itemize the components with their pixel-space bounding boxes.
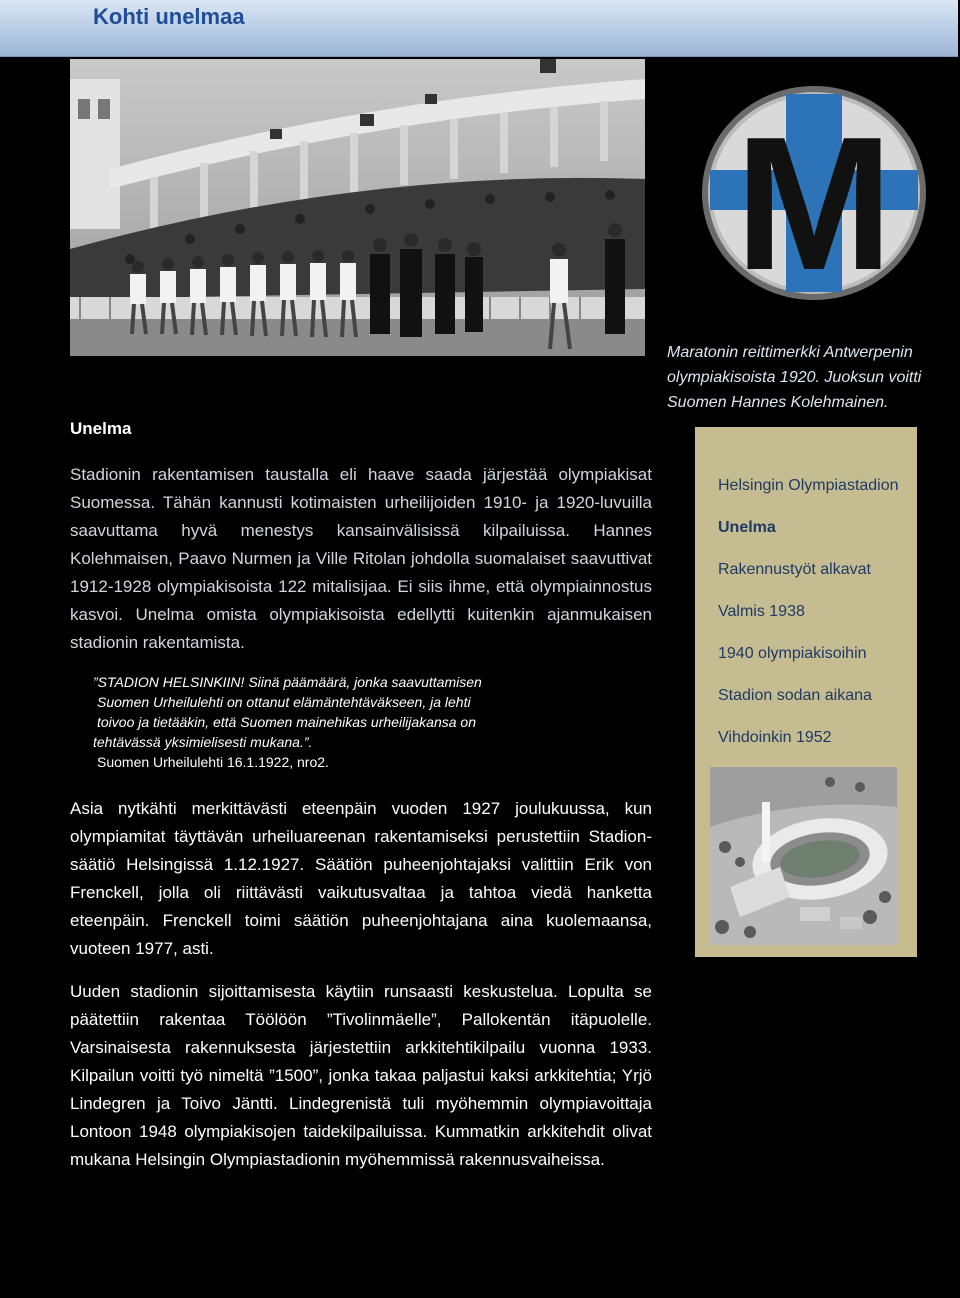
emblem-caption (667, 340, 947, 415)
stadium-aerial-photo (710, 767, 897, 945)
section-heading: Unelma (70, 419, 132, 438)
quote-line: tehtävässä yksimielisesti mukana.”. (93, 734, 313, 750)
quote-line: Suomen Urheilulehti on ottanut elämäntehtäväkseen, ja lehti (97, 694, 471, 710)
stadium-aerial-illustration (710, 767, 897, 945)
parade-photo-illustration (70, 59, 645, 356)
parade-photo (70, 59, 645, 356)
caption-line: olympiakisoista 1920. Juoksun voitti (667, 369, 922, 386)
marathon-route-marker-icon (700, 84, 928, 302)
quote-source: Suomen Urheilulehti 16.1.1922, nro2. (97, 754, 329, 770)
marathon-route-marker-emblem (700, 84, 928, 302)
page-title: Kohti unelmaa (93, 4, 245, 29)
timeline-sidebar (695, 427, 917, 957)
quote-line: toivoo ja tietääkin, että Suomen mainehikas urheilijakansa on (97, 714, 477, 730)
paragraph-intro: Stadionin rakentamisen taustalla eli haave saada järjestää olympiakisat Suomessa. Tähän kannusti kotimaisten urheilijoiden 1910- ja 1920-luvuilla saavuttama hyvä menestys kansainvälisissä kilpailuissa. Hannes Kolehmaisen, Paavo Nurmen ja Ville Ritolan johdolla suomalaiset saavuttivat 1912-1928 olympiakisoista 122 mitalisijaa. Ei siis ihme, että olympiainnostus kasvoi. Unelma omista olympiakisoista edellytti kuitenkin ajanmukaisen stadionin rakentamista. (70, 465, 652, 652)
newspaper-quote (93, 672, 533, 772)
timeline-item-wartime[interactable]: Stadion sodan aikana (718, 687, 872, 704)
timeline-item-construction[interactable]: Rakennustyöt alkavat (718, 561, 871, 578)
timeline-item-1940-games[interactable]: 1940 olympiakisoihin (718, 645, 867, 662)
emblem-letter: M (734, 98, 894, 302)
caption-line: Suomen Hannes Kolehmainen. (667, 394, 889, 411)
timeline-item-1952[interactable]: Vihdoinkin 1952 (718, 729, 832, 746)
timeline-item-stadium[interactable]: Helsingin Olympiastadion (718, 477, 899, 494)
paragraph-foundation: Asia nytkähti merkittävästi eteenpäin vuoden 1927 joulukuussa, kun olympiamitat täyttävän urheiluareenan rakentamiseksi perustettiin Stadion-säätiö Helsingissä 1.12.1927. Säätiön puheenjohtajaksi valittiin Erik von Frenckell, jolla oli riittävästi vaikutusvaltaa ja tahtoa viedä hanketta eteenpäin. Frenckell toimi säätiön puheenjohtajana aina kuolemaansa, vuoteen 1977, asti. (70, 799, 652, 958)
timeline-item-ready-1938[interactable]: Valmis 1938 (718, 603, 805, 620)
paragraph-architecture: Uuden stadionin sijoittamisesta käytiin runsaasti keskustelua. Lopulta se päätettiin rakentaa Töölöön ”Tivolinmäelle”, Pallokentän itäpuolelle. Varsinaisesta rakennuksesta järjestettiin arkkitehtikilpailu vuonna 1933. Kilpailun voitti työ nimeltä ”1500”, jonka takaa paljastui kaksi arkkitehtia; Yrjö Lindegren ja Toivo Jäntti. Lindegrenistä tuli myöhemmin olympiavoittaja Lontoon 1948 olympiakisojen taidekilpailuissa. Kummatkin arkkitehdit olivat mukana Helsingin Olympiastadionin myöhemmissä rakennusvaiheissa. (70, 982, 652, 1169)
caption-line: Maratonin reittimerkki Antwerpenin (667, 344, 913, 361)
quote-line: ”STADION HELSINKIIN! Siinä päämäärä, jonka saavuttamisen (93, 674, 482, 690)
page-header (0, 0, 958, 57)
timeline-item-unelma[interactable]: Unelma (718, 519, 776, 536)
timeline-list (718, 473, 899, 767)
